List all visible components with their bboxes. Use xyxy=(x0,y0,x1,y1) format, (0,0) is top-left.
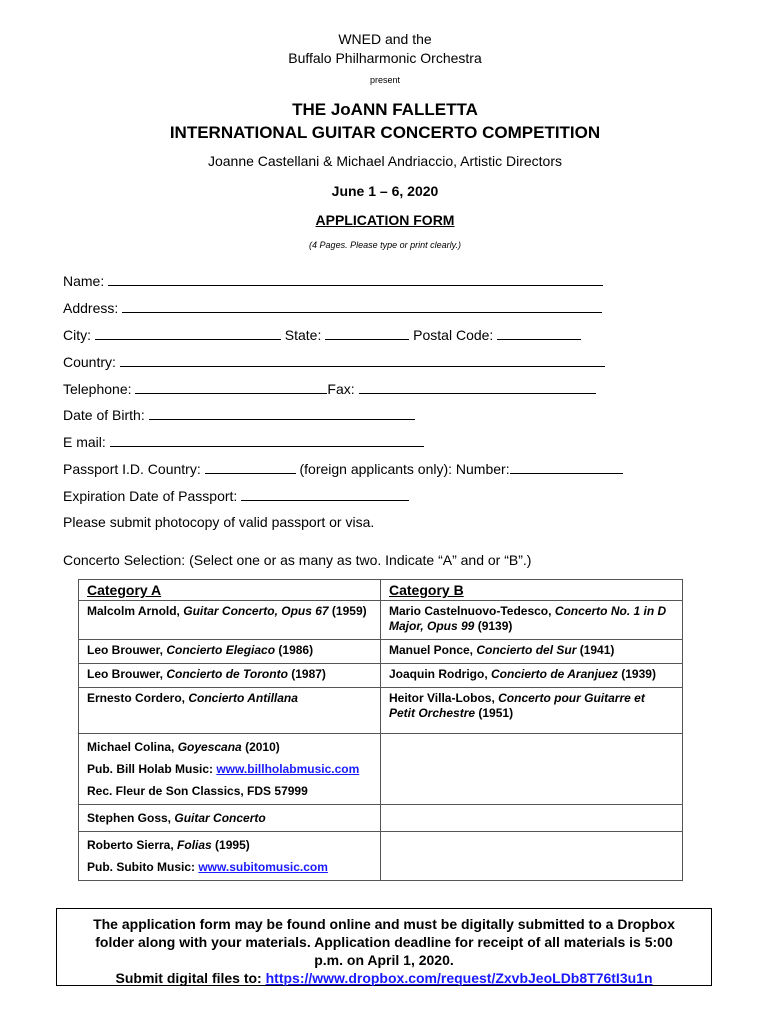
present-label: present xyxy=(369,75,401,85)
publisher-line xyxy=(87,762,372,777)
dob-field[interactable] xyxy=(149,405,415,420)
category-b-cell-empty xyxy=(381,734,683,805)
composer: Roberto Sierra, xyxy=(87,838,178,852)
telephone-field[interactable] xyxy=(135,379,327,394)
name-field[interactable] xyxy=(108,271,603,286)
passport-row xyxy=(63,459,623,477)
address-row xyxy=(63,298,602,316)
header-org xyxy=(0,30,770,68)
form-title: APPLICATION FORM xyxy=(315,212,455,228)
dob-label: Date of Birth: xyxy=(63,407,145,423)
category-b-cell xyxy=(381,688,683,734)
category-a-cell xyxy=(79,640,381,664)
name-row xyxy=(63,271,603,289)
passport-number-field[interactable] xyxy=(510,459,623,474)
table-row xyxy=(79,688,683,734)
publisher-link[interactable]: www.subitomusic.com xyxy=(198,860,328,874)
concerto-selection-label: Concerto Selection: (Select one or as many as two. Indicate “A” and or “B”.) xyxy=(63,552,532,568)
piece-year: (1939) xyxy=(617,667,656,681)
telephone-label: Telephone: xyxy=(63,381,132,397)
expiration-label: Expiration Date of Passport: xyxy=(63,488,238,504)
email-label: E mail: xyxy=(63,434,106,450)
dropbox-link[interactable]: https://www.dropbox.com/request/ZxvbJeoLDb8T76tI3u1n xyxy=(265,970,653,986)
piece-year: (1986) xyxy=(275,643,314,657)
piece-year: (1941) xyxy=(576,643,615,657)
table-row xyxy=(79,640,683,664)
fax-field[interactable] xyxy=(359,379,596,394)
composer: Leo Brouwer, xyxy=(87,667,167,681)
country-field[interactable] xyxy=(120,352,605,367)
piece-title: Concierto del Sur xyxy=(476,643,577,657)
postal-label: Postal Code: xyxy=(413,327,494,343)
piece-title: Concierto de Toronto xyxy=(166,667,288,681)
category-a-cell xyxy=(79,805,381,832)
category-a-cell xyxy=(79,734,381,805)
org-line-1: WNED and the xyxy=(338,31,432,47)
piece-year: (1959) xyxy=(328,604,367,618)
piece-year: (1951) xyxy=(475,706,514,720)
competition-dates: June 1 – 6, 2020 xyxy=(331,183,439,199)
passport-number-label: (foreign applicants only): Number: xyxy=(299,461,510,477)
composer: Joaquin Rodrigo, xyxy=(389,667,491,681)
composer: Stephen Goss, xyxy=(87,811,175,825)
notice-line-3: p.m. on April 1, 2020. xyxy=(314,952,454,968)
concerto-table xyxy=(78,579,683,881)
telephone-row xyxy=(63,379,596,397)
passport-country-label: Passport I.D. Country: xyxy=(63,461,201,477)
category-b-cell xyxy=(381,601,683,640)
piece-title: Goyescana xyxy=(177,740,242,754)
piece-title: Guitar Concerto, Opus 67 xyxy=(183,604,329,618)
category-b-cell xyxy=(381,640,683,664)
category-b-cell xyxy=(381,664,683,688)
table-row xyxy=(79,664,683,688)
piece-title: Concierto Elegiaco xyxy=(166,643,276,657)
category-a-cell xyxy=(79,832,381,881)
piece-title: Concerto pour Guitarre et Petit Orchestre xyxy=(389,691,645,720)
publisher-label: Pub. Bill Holab Music: xyxy=(87,762,217,776)
artistic-directors: Joanne Castellani & Michael Andriaccio, Artistic Directors xyxy=(207,153,563,169)
composer: Ernesto Cordero, xyxy=(87,691,189,705)
org-line-2: Buffalo Philharmonic Orchestra xyxy=(288,50,482,66)
category-a-header: Category A xyxy=(79,580,381,601)
category-a-cell xyxy=(79,601,381,640)
table-row xyxy=(79,832,683,881)
city-label: City: xyxy=(63,327,91,343)
city-row xyxy=(63,325,581,343)
dob-row xyxy=(63,405,415,423)
pages-note: (4 Pages. Please type or print clearly.) xyxy=(309,240,461,250)
category-a-cell xyxy=(79,664,381,688)
composer: Mario Castelnuovo-Tedesco, xyxy=(389,604,555,618)
country-label: Country: xyxy=(63,354,116,370)
title-line-2: INTERNATIONAL GUITAR CONCERTO COMPETITION xyxy=(169,123,601,142)
title-line-1: THE JoANN FALLETTA xyxy=(292,100,478,119)
address-field[interactable] xyxy=(122,298,602,313)
piece-title: Concerto No. 1 in D Major, Opus 99 xyxy=(389,604,667,633)
address-label: Address: xyxy=(63,300,119,316)
table-row xyxy=(79,601,683,640)
category-a-cell xyxy=(79,688,381,734)
state-field[interactable] xyxy=(325,325,409,340)
piece-title: Concierto Antillana xyxy=(188,691,298,705)
table-row xyxy=(79,805,683,832)
category-b-cell-empty xyxy=(381,805,683,832)
postal-field[interactable] xyxy=(497,325,581,340)
composer: Manuel Ponce, xyxy=(389,643,477,657)
submit-label: Submit digital files to: xyxy=(115,970,266,986)
table-header-row xyxy=(79,580,683,601)
expiration-row xyxy=(63,486,409,504)
publisher-line xyxy=(87,860,372,875)
submission-notice xyxy=(56,908,712,986)
piece-year: (9139) xyxy=(474,619,513,633)
fax-label: Fax: xyxy=(327,381,355,397)
country-row xyxy=(63,352,605,370)
state-label: State: xyxy=(284,327,322,343)
composer: Heitor Villa-Lobos, xyxy=(389,691,499,705)
competition-title xyxy=(0,98,770,144)
notice-submit-line xyxy=(57,969,711,987)
piece-year: (1995) xyxy=(211,838,250,852)
piece-title: Folias xyxy=(177,838,212,852)
publisher-link[interactable]: www.billholabmusic.com xyxy=(216,762,360,776)
category-b-cell-empty xyxy=(381,832,683,881)
passport-note: Please submit photocopy of valid passport or visa. xyxy=(63,514,375,530)
notice-line-1: The application form may be found online and must be digitally submitted to a Dropbox xyxy=(93,916,675,932)
passport-country-field[interactable] xyxy=(205,459,296,474)
composer: Leo Brouwer, xyxy=(87,643,167,657)
piece-year: (2010) xyxy=(241,740,280,754)
piece-title: Concierto de Aranjuez xyxy=(491,667,618,681)
recording-line: Rec. Fleur de Son Classics, FDS 57999 xyxy=(87,784,308,798)
piece-year: (1987) xyxy=(287,667,326,681)
name-label: Name: xyxy=(63,273,105,289)
composer: Michael Colina, xyxy=(87,740,178,754)
city-field[interactable] xyxy=(95,325,281,340)
email-row xyxy=(63,432,424,450)
publisher-label: Pub. Subito Music: xyxy=(87,860,199,874)
notice-line-2: folder along with your materials. Application deadline for receipt of all materials is 5:00 xyxy=(95,934,673,950)
table-row xyxy=(79,734,683,805)
email-field[interactable] xyxy=(110,432,424,447)
expiration-field[interactable] xyxy=(241,486,409,501)
composer: Malcolm Arnold, xyxy=(87,604,184,618)
piece-title: Guitar Concerto xyxy=(174,811,266,825)
category-b-header: Category B xyxy=(381,580,683,601)
